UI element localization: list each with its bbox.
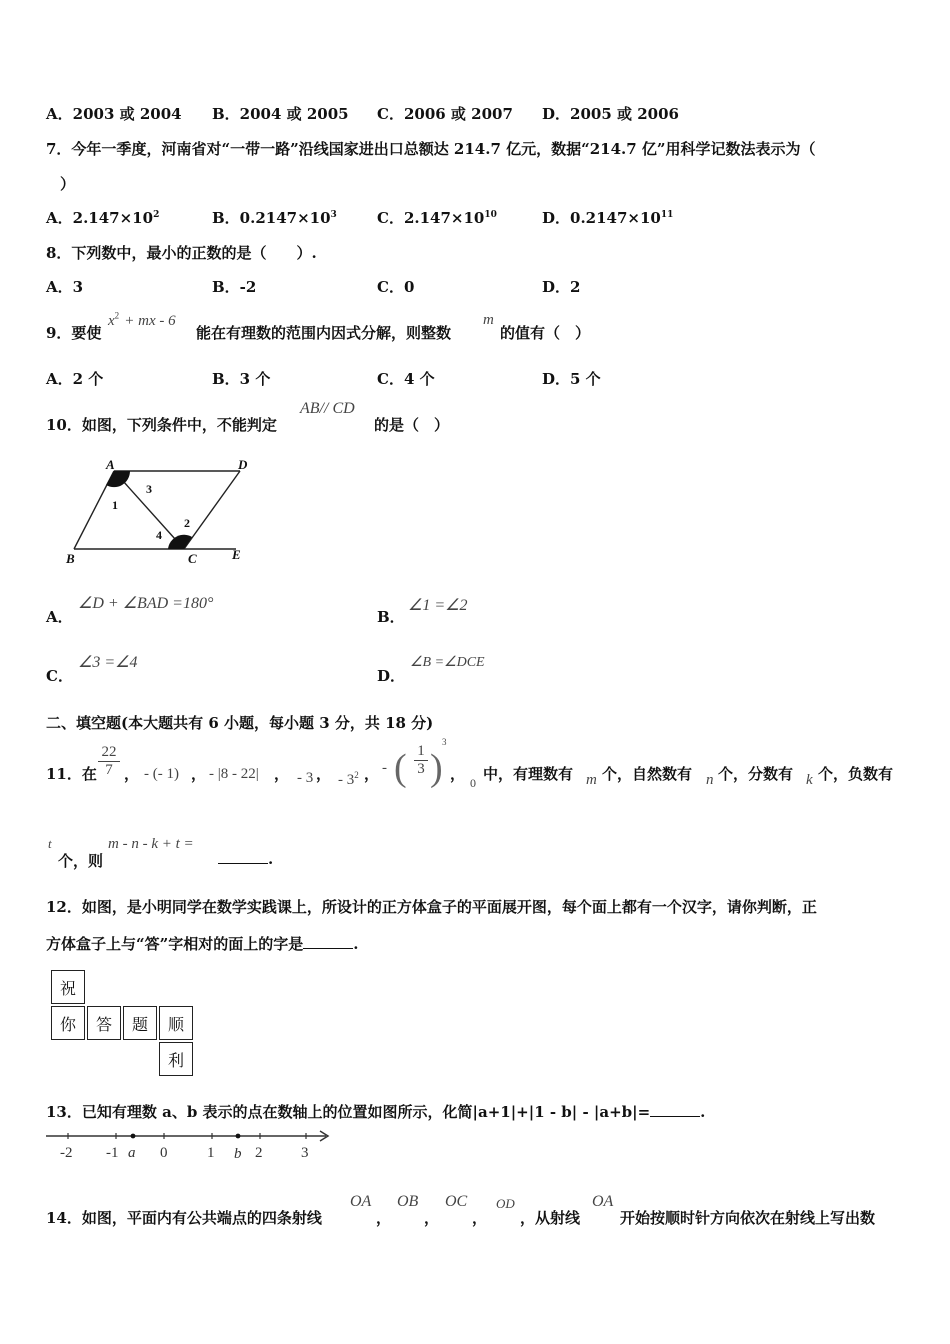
q12-answer-blank[interactable] <box>303 936 353 949</box>
label-0: 0 <box>160 1145 168 1161</box>
q11-answer-blank[interactable] <box>218 851 268 864</box>
net-cell-3: 答 <box>87 1006 121 1040</box>
label-m2: -2 <box>60 1145 73 1161</box>
q10-prefix: 10．如图，下列条件中，不能判定 <box>46 416 277 434</box>
q6-option-a: A．2003 或 2004 <box>46 105 182 123</box>
q14-ray-oa: OA <box>350 1193 372 1210</box>
net-cell-5: 顺 <box>159 1006 193 1040</box>
q11-var-m: m <box>586 772 597 788</box>
label-2: 2 <box>255 1145 263 1161</box>
q7-stem: 7．今年一季度，河南省对“一带一路”沿线国家进出口总额达 214.7 亿元，数据“214.7 亿”用科学记数法表示为（ <box>46 140 816 158</box>
q8-stem: 8．下列数中，最小的正数的是（ ）. <box>46 244 317 262</box>
q7-option-d: D．$0.2147\times 10^{11}$ <box>542 209 674 227</box>
q9-option-b: B．3 个 <box>212 370 271 388</box>
q9-prefix: 9．要使 <box>46 324 102 342</box>
q11-term-6: 0 <box>470 776 476 790</box>
q11-fraction: 22 7 <box>98 744 120 779</box>
q11-line-2: 个，则 <box>58 852 104 870</box>
q9-middle: 能在有理数的范围内因式分解，则整数 <box>196 324 452 342</box>
label-1: 1 <box>207 1145 215 1161</box>
angle-marker-c <box>168 535 192 549</box>
number-line <box>44 1128 334 1164</box>
q11-answer: . <box>218 850 273 868</box>
label-c: C <box>188 551 197 566</box>
q8-option-b: B．-2 <box>212 278 257 296</box>
q11-sep-2: ， <box>191 765 207 783</box>
q11-term-1: - (- 1) <box>144 766 179 782</box>
q14-suffix: 开始按顺时针方向依次在射线上写出数 <box>620 1209 876 1227</box>
label-angle-2: 2 <box>184 516 190 530</box>
q11-var-k: k <box>806 772 813 788</box>
net-cell-1: 祝 <box>51 970 85 1004</box>
label-angle-4: 4 <box>156 528 162 542</box>
q14-ray-ob: OB <box>397 1193 419 1210</box>
q11-sep-6: ， <box>450 765 466 783</box>
q9-suffix: 的值有（ ） <box>500 324 591 342</box>
q14-ray-od: OD <box>496 1196 515 1211</box>
label-e: E <box>232 547 241 562</box>
q7-option-b: B．$0.2147\times 10^3$ <box>212 209 337 227</box>
label-3: 3 <box>301 1145 309 1161</box>
q11-term-4: - $3^2$ <box>338 770 359 788</box>
q8-option-a: A．3 <box>46 278 84 296</box>
q8-option-d: D．2 <box>542 278 581 296</box>
point-a <box>131 1134 136 1139</box>
q14-sep-3: ， <box>472 1209 488 1227</box>
q7-option-a: A．$2.147\times 10^2$ <box>46 209 160 227</box>
q11-sep-5: ， <box>364 765 380 783</box>
point-b <box>236 1134 241 1139</box>
q6-option-c: C．2006 或 2007 <box>377 105 513 123</box>
q11-term-2: - |8 - 22| <box>209 766 259 782</box>
q10-suffix: 的是（ ） <box>374 416 450 434</box>
q14-sep-2: ， <box>424 1209 440 1227</box>
q10-option-c-label: C． <box>46 667 73 685</box>
label-m1: -1 <box>106 1145 119 1161</box>
q11-expression: m - n - k + t = <box>108 836 194 852</box>
q10-option-d-expr: ∠B =∠DCE <box>410 655 485 670</box>
q11-prefix: 11．在 <box>46 765 97 783</box>
q11-mid-2: 个，自然数有 <box>602 765 693 783</box>
q11-mid-3: 个，分数有 <box>718 765 794 783</box>
q6-option-b: B．2004 或 2005 <box>212 105 349 123</box>
q11-var-n: n <box>706 772 714 788</box>
q7-option-c: C．$2.147\times 10^{10}$ <box>377 209 497 227</box>
q10-option-c-expr: ∠3 =∠4 <box>78 654 138 671</box>
q12-line-1: 12．如图，是小明同学在数学实践课上，所设计的正方体盒子的平面展开图，每个面上都有一个汉字，请你判断，正 <box>46 898 817 916</box>
q10-expression: AB// CD <box>300 400 355 417</box>
q14-prefix: 14．如图，平面内有公共端点的四条射线 <box>46 1209 322 1227</box>
q9-option-c: C．4 个 <box>377 370 435 388</box>
q14-sep-1: ， <box>376 1209 392 1227</box>
q14-ray-oa-start: OA <box>592 1193 614 1210</box>
q10-option-d-label: D． <box>377 667 406 685</box>
q11-var-t: t <box>48 836 52 851</box>
section-2-heading: 二、填空题(本大题共有 6 小题，每小题 3 分，共 18 分) <box>46 714 434 732</box>
q10-option-a-label: A． <box>46 608 73 626</box>
q11-mid-1: 中，有理数有 <box>483 765 574 783</box>
label-d: D <box>238 457 248 472</box>
q8-option-c: C．0 <box>377 278 415 296</box>
q11-sep-3: ， <box>274 765 290 783</box>
q11-mid-4: 个，负数有 <box>818 765 894 783</box>
label-a: a <box>128 1145 136 1161</box>
q6-option-d: D．2005 或 2006 <box>542 105 679 123</box>
q13-stem: 13．已知有理数 a、b 表示的点在数轴上的位置如图所示，化简|a+1|+|1 - b| - |a+b|= . <box>46 1103 706 1121</box>
q12-line-2: 方体盒子上与“答”字相对的面上的字是 . <box>46 935 359 953</box>
label-b: B <box>66 551 75 566</box>
label-b: b <box>234 1146 242 1162</box>
segment-dc <box>184 471 240 549</box>
q14-mid: ，从射线 <box>520 1209 581 1227</box>
net-cell-6: 利 <box>159 1042 193 1076</box>
label-a: A <box>106 457 115 472</box>
q9-expression: $x^2$ + mx - 6 <box>108 310 176 329</box>
q11-term-3: - 3 <box>297 770 314 786</box>
q9-var-m: m <box>483 312 494 328</box>
q10-option-a-expr: ∠D + ∠BAD =180° <box>78 595 214 612</box>
net-cell-4: 题 <box>123 1006 157 1040</box>
q10-option-b-expr: ∠1 =∠2 <box>408 597 468 614</box>
q9-option-a: A．2 个 <box>46 370 104 388</box>
net-cell-2: 你 <box>51 1006 85 1040</box>
label-angle-1: 1 <box>112 498 118 512</box>
parallelogram-figure <box>60 455 260 570</box>
q10-option-b-label: B． <box>377 608 405 626</box>
q14-ray-oc: OC <box>445 1193 468 1210</box>
q11-sep-4: ， <box>316 765 332 783</box>
q7-close: ） <box>60 175 76 193</box>
label-angle-3: 3 <box>146 482 152 496</box>
q9-option-d: D．5 个 <box>542 370 601 388</box>
q13-answer-blank[interactable] <box>650 1104 700 1117</box>
q11-sep-1: ， <box>124 765 140 783</box>
